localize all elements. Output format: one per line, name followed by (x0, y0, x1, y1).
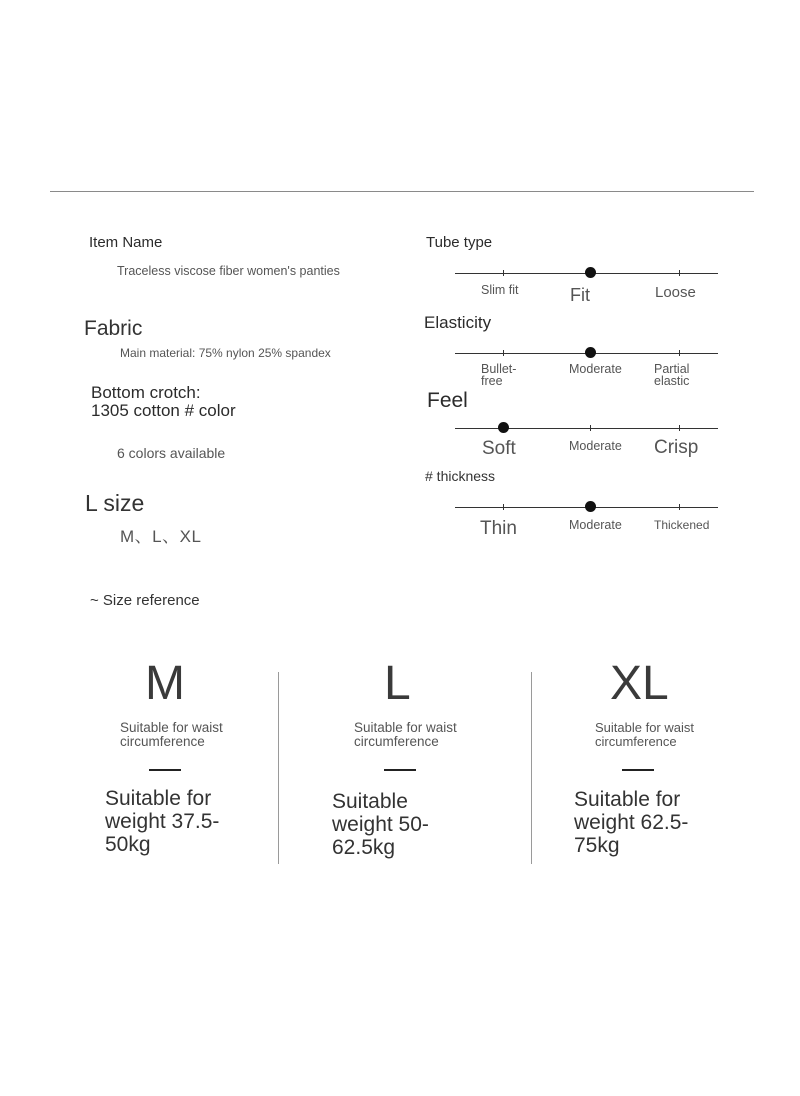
size-xl-waist: Suitable for waist circumference (595, 720, 694, 749)
top-divider (50, 191, 754, 192)
scale-tick (679, 504, 680, 510)
size-m-letter: M (145, 657, 185, 710)
thickness-option-2: Moderate (569, 518, 622, 532)
thickness-label: # thickness (425, 468, 496, 484)
feel-option-1: Soft (482, 438, 516, 459)
thickness-option-3: Thickened (654, 518, 710, 532)
feel-label: Feel (427, 389, 468, 412)
fabric-label: Fabric (84, 317, 143, 340)
size-l-dash (384, 769, 416, 771)
crotch-line-1: Bottom crotch: (91, 383, 201, 402)
size-label: L size (85, 490, 145, 516)
size-m-dash (149, 769, 181, 771)
column-divider (278, 672, 279, 864)
tube-type-option-2: Fit (570, 285, 590, 305)
scale-tick (679, 350, 680, 356)
elasticity-option-1: Bullet-free (481, 362, 517, 388)
size-m-weight: Suitable for weight 37.5-50kg (105, 787, 220, 856)
colors-available: 6 colors available (117, 445, 226, 461)
size-xl-letter: XL (610, 657, 669, 710)
size-l-waist: Suitable for waist circumference (354, 720, 457, 749)
size-m-waist: Suitable for waist circumference (120, 720, 223, 749)
column-divider (531, 672, 532, 864)
feel-option-2: Moderate (569, 439, 622, 453)
item-name-value: Traceless viscose fiber women's panties (117, 264, 340, 278)
item-name-label: Item Name (89, 234, 163, 251)
size-xl-weight: Suitable for weight 62.5-75kg (574, 788, 689, 857)
tube-type-option-1: Slim fit (481, 283, 519, 297)
scale-tick (590, 425, 591, 431)
crotch-line-2: 1305 cotton # color (91, 401, 236, 420)
scale-tick (503, 270, 504, 276)
tube-type-option-3: Loose (655, 284, 696, 301)
tube-type-label: Tube type (426, 234, 493, 251)
elasticity-option-2: Moderate (569, 362, 622, 376)
scale-tick (679, 270, 680, 276)
tube-type-indicator (585, 267, 596, 278)
elasticity-option-3: Partial elastic (654, 362, 690, 388)
feel-option-3: Crisp (654, 437, 699, 458)
size-l-weight: Suitable weight 50-62.5kg (332, 790, 429, 859)
thickness-indicator (585, 501, 596, 512)
scale-tick (679, 425, 680, 431)
fabric-value: Main material: 75% nylon 25% spandex (120, 346, 331, 360)
thickness-option-1: Thin (480, 518, 517, 539)
size-xl-dash (622, 769, 654, 771)
size-reference-title: ~ Size reference (90, 592, 200, 609)
size-l-letter: L (384, 657, 411, 710)
elasticity-label: Elasticity (424, 313, 492, 332)
scale-tick (503, 350, 504, 356)
scale-tick (503, 504, 504, 510)
size-options: M、L、XL (120, 527, 202, 546)
elasticity-indicator (585, 347, 596, 358)
feel-indicator (498, 422, 509, 433)
